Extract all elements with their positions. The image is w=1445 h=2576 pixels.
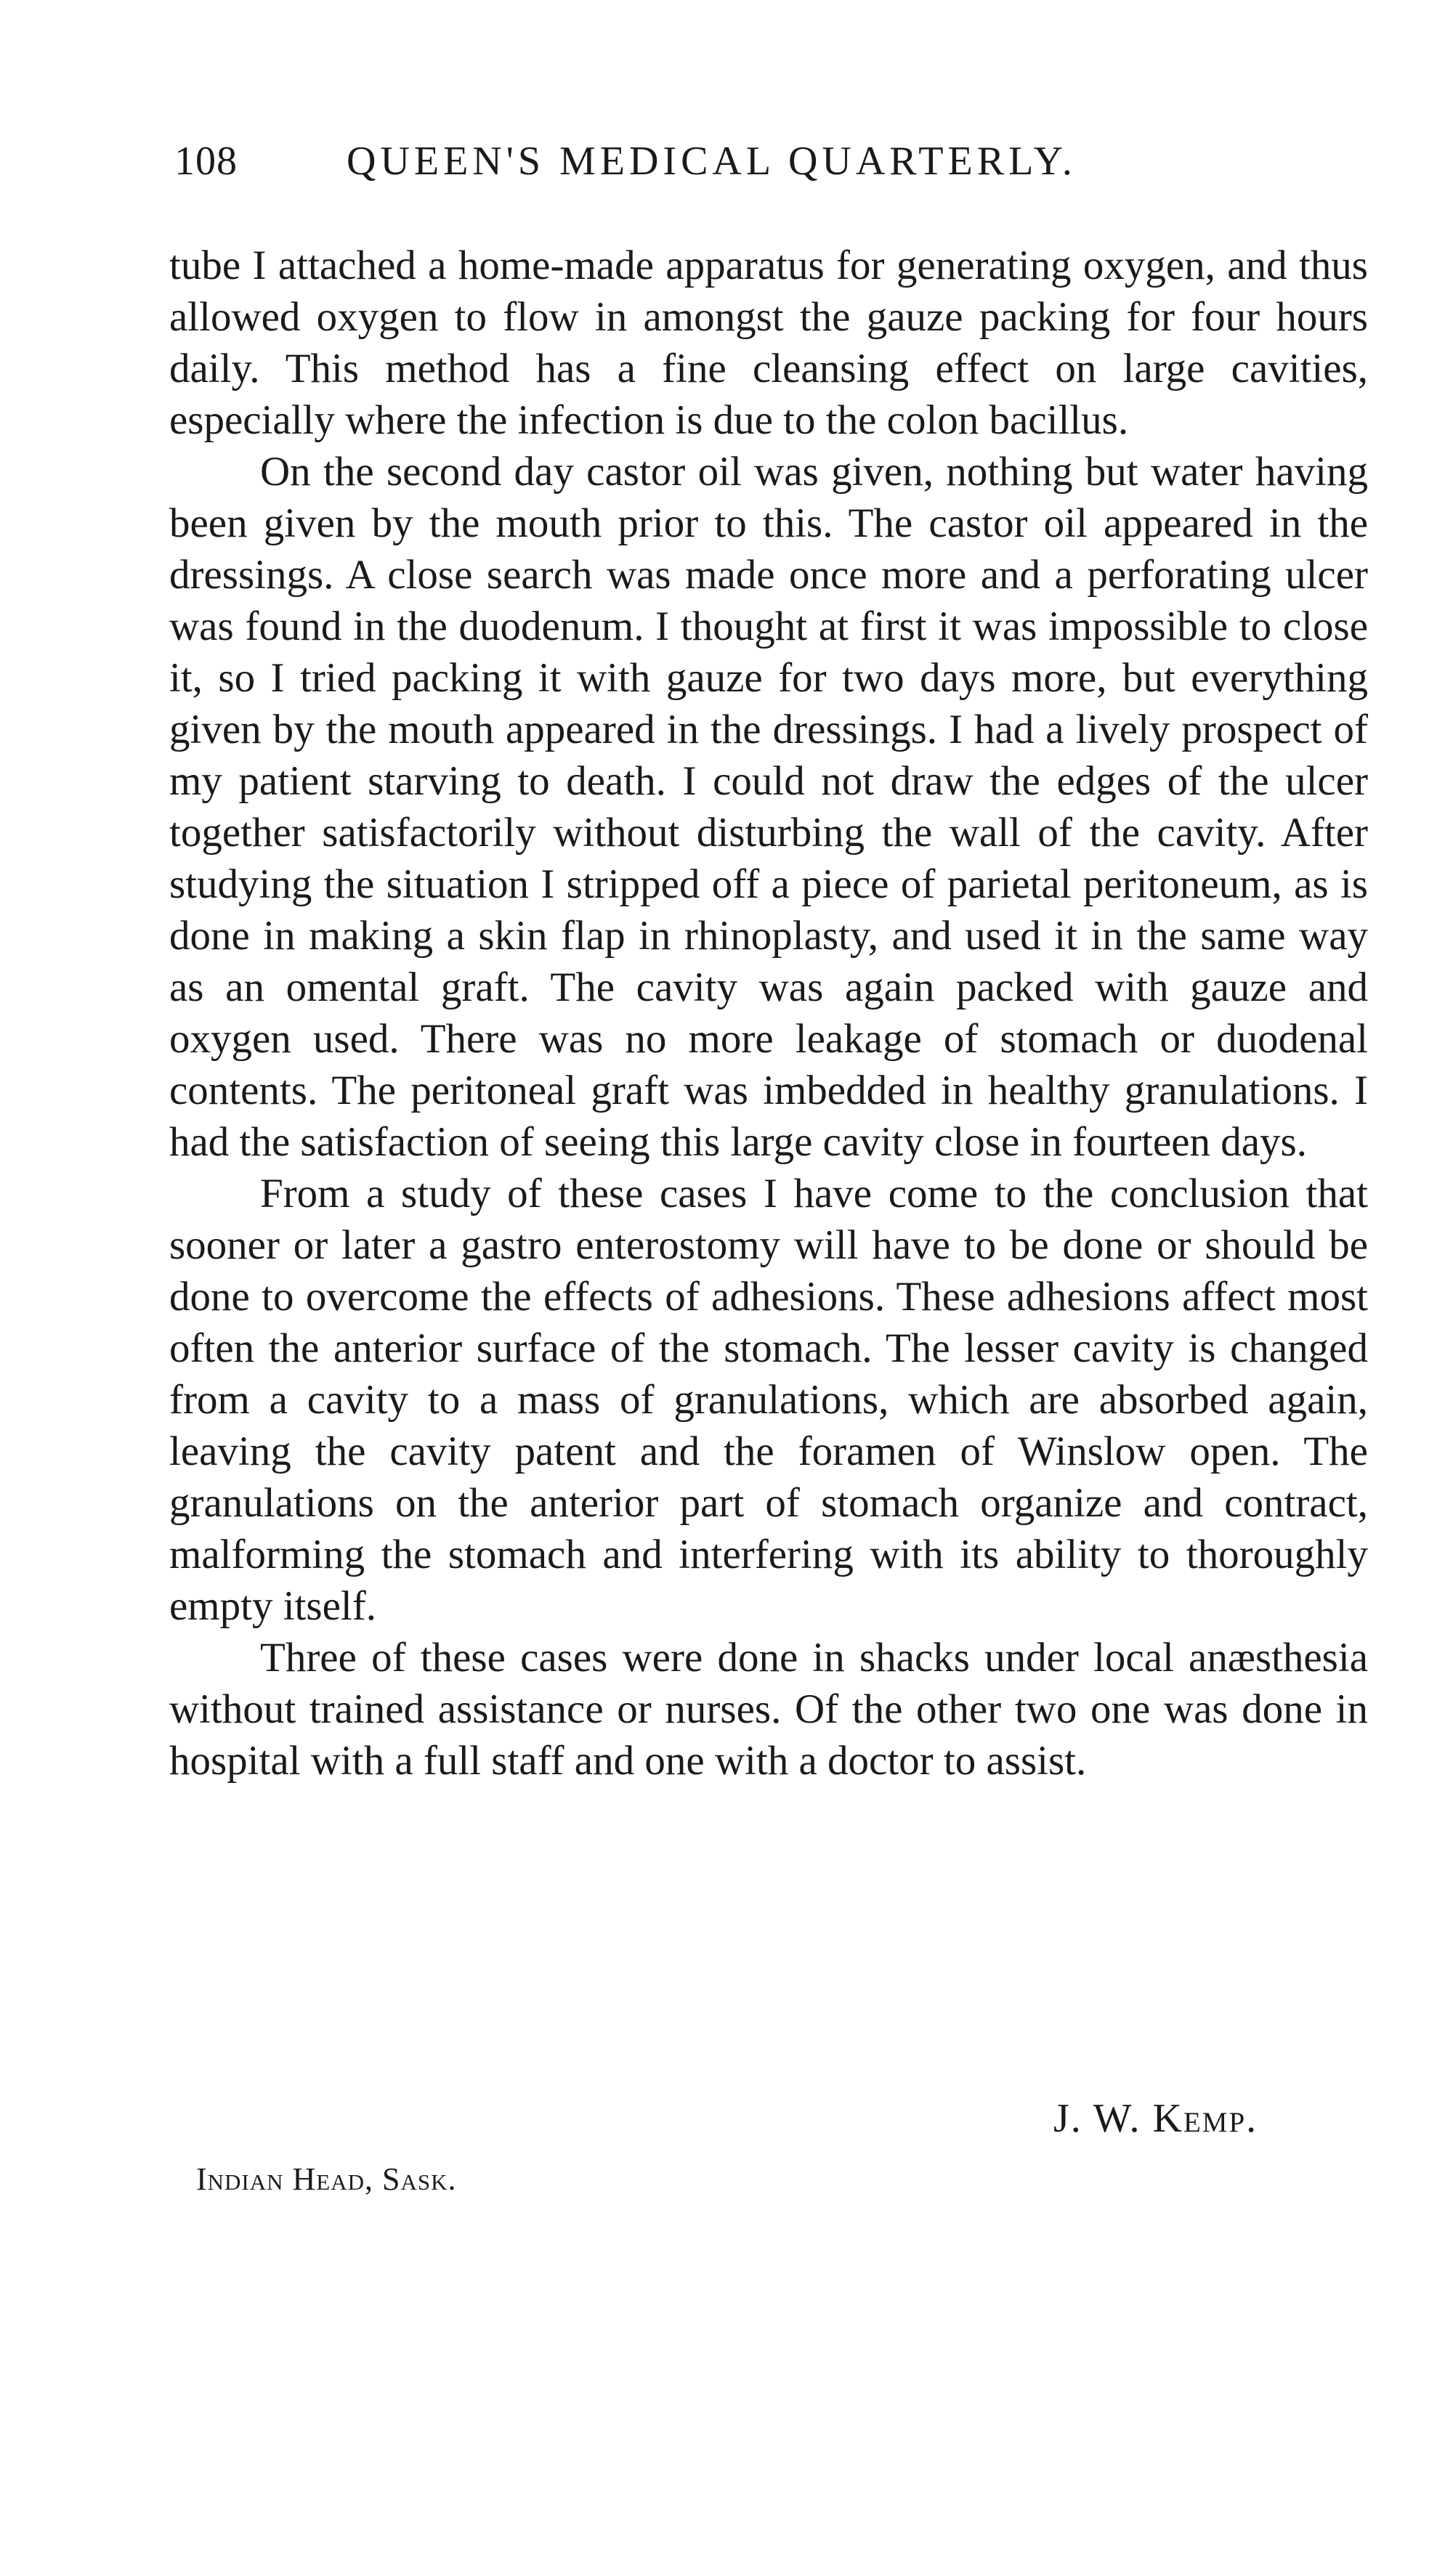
paragraph-castor-oil: On the second day castor oil was given, nothing but water having been given by the mouth prior to this. The castor oil appeared in the dressings. A close search was made once more and a perforating ulcer was found in the duodenum. I thought at first it was impossible to close it, so I tried packing it with gauze for two days more, but everything given by the mouth appeared in the dressings. I had a lively prospect of my patient starving to death. I could not draw the edges of the ulcer together satisfactorily without disturbing the wall of the cavity. After studying the situation I stripped off a piece of parietal peritoneum, as is done in making a skin flap in rhinoplasty, and used it in the same way as an omental graft. The cavity was again packed with gauze and oxygen used. There was no more leakage of stomach or duodenal contents. The peritoneal graft was imbedded in healthy granulations. I had the satisfaction of seeing this large cavity close in fourteen days. [169, 449, 1368, 1165]
article-body [169, 240, 1368, 1787]
journal-title: QUEEN'S MEDICAL QUARTERLY. [347, 139, 1077, 184]
paragraph-conclusion: From a study of these cases I have come to the conclusion that sooner or later a gastro enterostomy will have to be done or should be done to overcome the effects of adhesions. These adhesions affect most often the anterior surface of the stomach. The lesser cavity is changed from a cavity to a mass of granulations, which are absorbed again, leaving the cavity patent and the foramen of Winslow open. The granulations on the anterior part of stomach organize and contract, malforming the stomach and interfering with its ability to thoroughly empty itself. [169, 1171, 1368, 1629]
running-head [174, 138, 1380, 218]
paragraph-continuation: tube I attached a home-made apparatus for generating oxygen, and thus allowed oxygen to flow in amongst the gauze packing for four hours daily. This method has a fine cleansing effect on large cavities, especially where the infection is due to the colon bacillus. [169, 243, 1368, 443]
page-number: 108 [174, 139, 238, 184]
author-location: Indian Head, Sask. [196, 2161, 457, 2197]
paragraph-cases: Three of these cases were done in shacks under local anæsthesia without trained assistance or nurses. Of the other two one was done in hospital with a full staff and one with a doctor to assist. [169, 1635, 1368, 1784]
author-signature: J. W. Kemp. [1053, 2096, 1258, 2141]
